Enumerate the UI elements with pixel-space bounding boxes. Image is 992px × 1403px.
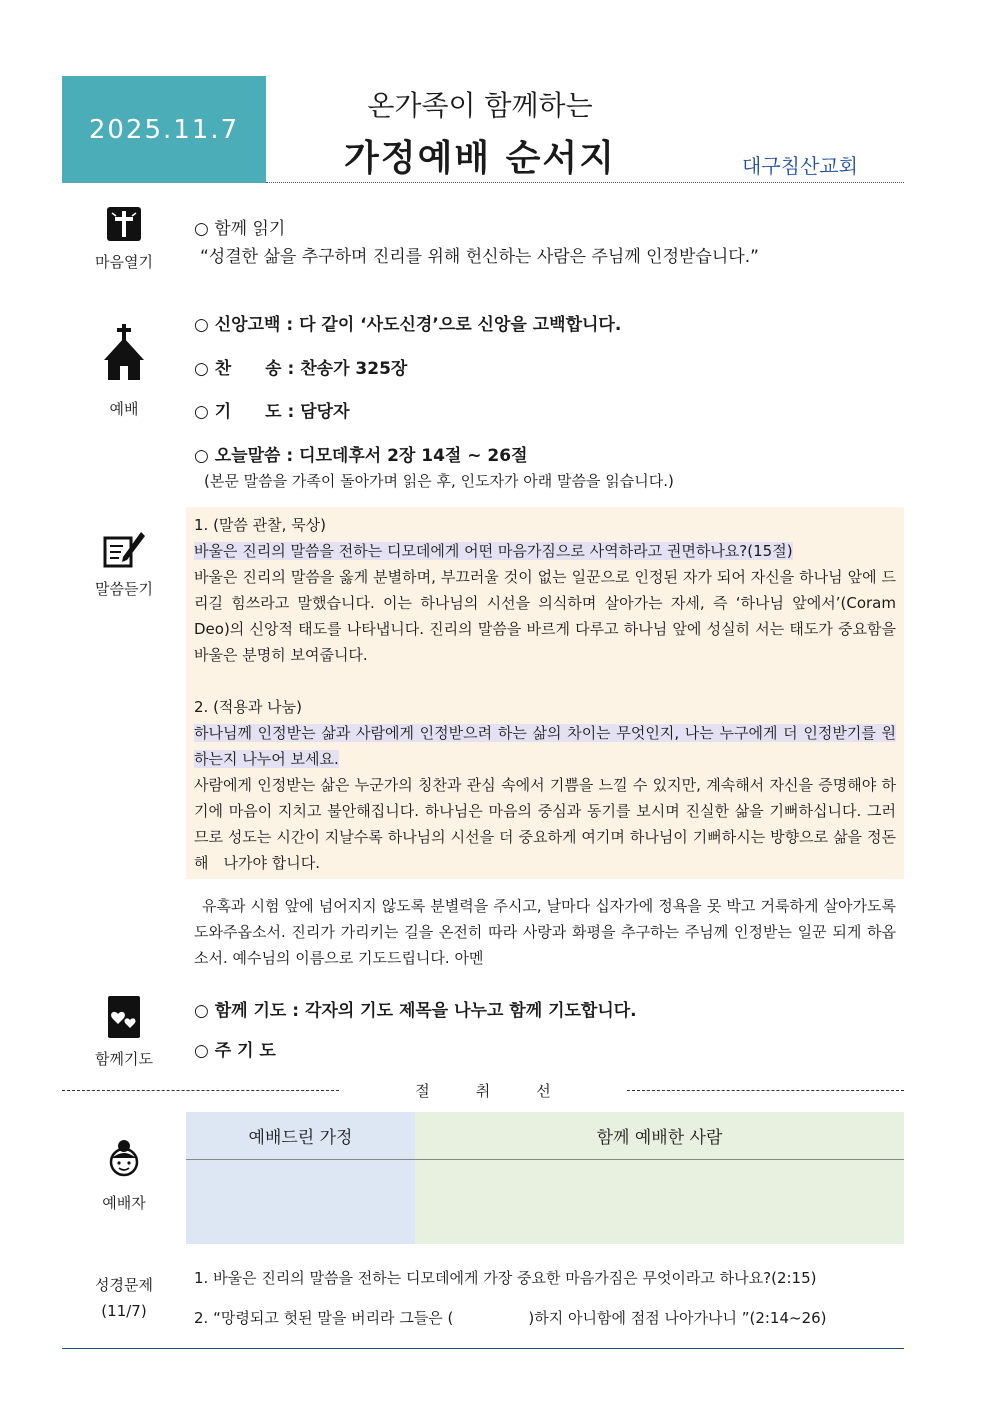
creed-line bbox=[194, 310, 621, 335]
cut-line bbox=[62, 1080, 904, 1101]
scripture-text: ○ 오늘말씀 : 디모데후서 2장 14절 ~ 26절 bbox=[194, 446, 528, 466]
scripture-line bbox=[194, 441, 528, 466]
quiz-date: (11/7) bbox=[101, 1302, 147, 1320]
family-entry-cell[interactable] bbox=[186, 1160, 415, 1244]
closing-prayer: 유혹과 시험 앞에 넘어지지 않도록 분별력을 주시고, 날마다 십자가에 정욕을 못 박고 거룩하게 살아가도록 도와주옵소서. 진리가 가리키는 길을 온전히 따라 사랑과 화평을 추구하는 주님께 인정받는 일꾼 되게 하옵소서. 예수님의 이름으로 기도드립니다. 아멘 bbox=[194, 897, 896, 967]
opening-item: ○ 함께 읽기 bbox=[194, 219, 286, 239]
attendee-label: 예배자 bbox=[102, 1194, 146, 1212]
section2-body: 사람에게 인정받는 삶은 누군가의 칭찬과 관심 속에서 기쁨을 느낄 수 있지만, 계속해서 자신을 증명해야 하기에 마음이 지치고 불안해집니다. 하나님은 마음의 중심과 동기를 보시며 진실한 삶을 기뻐하십니다. 그러므로 성도는 시간이 지날수록 하나님의 시선을 더 중요하게 여기며 하나님이 기뻐하시는 방향으로 삶을 정돈해 나가야 합니다. bbox=[194, 776, 896, 872]
sermon-side bbox=[80, 530, 168, 599]
together-prayer-line bbox=[194, 996, 637, 1021]
people-entry-cell[interactable] bbox=[415, 1160, 904, 1244]
hymn-line bbox=[194, 354, 407, 379]
church-icon bbox=[102, 322, 146, 384]
header-divider bbox=[266, 182, 904, 183]
quiz-question-1: 1. 바울은 진리의 말씀을 전하는 디모데에게 가장 중요한 마음가짐은 무엇이라고 하나요?(2:15) bbox=[194, 1269, 817, 1287]
page-subtitle: 온가족이 함께하는 bbox=[367, 89, 593, 122]
people-column-header: 함께 예배한 사람 bbox=[415, 1112, 904, 1159]
cut-dash-left bbox=[62, 1090, 339, 1091]
reading-note: (본문 말씀을 가족이 돌아가며 읽은 후, 인도자가 아래 말씀을 읽습니다.) bbox=[204, 472, 674, 490]
cross-book-icon bbox=[105, 205, 143, 243]
section1-body: 바울은 진리의 말씀을 옳게 분별하며, 부끄러울 것이 없는 일꾼으로 인정된 자가 되어 자신을 하나님 앞에 드리길 힘쓰라고 말했습니다. 이는 하나님의 시선을 의식하며 살아가는 자세, 즉 ‘하나님 앞에서’(Coram Deo)의 신앙적 태도를 나타냅니다. 진리의 말씀을 바르게 다루고 하나님 앞에 성실히 서는 태도가 중요함을 바울은 분명히 보여줍니다. bbox=[194, 568, 896, 664]
opening-side bbox=[80, 205, 168, 272]
hymn-text: ○ 찬 송 : 찬송가 325장 bbox=[194, 359, 408, 379]
lords-prayer-line bbox=[194, 1036, 276, 1061]
cut-dash-right bbox=[627, 1090, 904, 1091]
together-prayer-label: 함께기도 bbox=[95, 1050, 153, 1068]
quiz-side bbox=[80, 1272, 168, 1324]
hearts-card-icon bbox=[106, 994, 142, 1040]
family-column-header: 예배드린 가정 bbox=[186, 1112, 415, 1159]
section2-title: 2. (적용과 나눔) bbox=[194, 698, 303, 716]
quiz-question-2: 2. “망령되고 헛된 말을 버리라 그들은 ( )하지 아니함에 점점 나아가나니 ”(2:14~26) bbox=[194, 1309, 827, 1327]
cut-line-label: 절취선 bbox=[415, 1082, 597, 1100]
writing-icon bbox=[101, 530, 147, 570]
quiz-label: 성경문제 bbox=[95, 1276, 153, 1294]
lords-prayer-text: ○ 주 기 도 bbox=[194, 1041, 276, 1061]
footer-divider bbox=[62, 1348, 904, 1349]
together-prayer-text: ○ 함께 기도 : 각자의 기도 제목을 나누고 함께 기도합니다. bbox=[194, 1001, 637, 1021]
worship-side bbox=[80, 322, 168, 419]
section1-title: 1. (말씀 관찰, 묵상) bbox=[194, 516, 327, 534]
opening-label: 마음열기 bbox=[95, 253, 153, 271]
section2-question: 하나님께 인정받는 삶과 사람에게 인정받으려 하는 삶의 차이는 무엇인지, 나는 누구에게 더 인정받기를 원하는지 나누어 보세요. bbox=[194, 724, 896, 768]
page-title: 가정예배 순서지 bbox=[344, 138, 616, 179]
date-box bbox=[62, 76, 266, 183]
attendance-table bbox=[186, 1112, 904, 1244]
person-icon bbox=[107, 1138, 141, 1178]
prayer-assign-text: ○ 기 도 : 담당자 bbox=[194, 402, 350, 422]
together-prayer-side bbox=[80, 994, 168, 1069]
opening-quote: “성결한 삶을 추구하며 진리를 위해 헌신하는 사람은 주님께 인정받습니다.” bbox=[200, 247, 759, 267]
worship-date: 2025.11.7 bbox=[88, 114, 240, 145]
creed-text: ○ 신앙고백 : 다 같이 ‘사도신경’으로 신앙을 고백합니다. bbox=[194, 315, 622, 335]
attendee-side bbox=[80, 1138, 168, 1213]
worship-label: 예배 bbox=[109, 400, 139, 418]
sermon-label: 말씀듣기 bbox=[95, 580, 153, 598]
sermon-box bbox=[186, 507, 904, 879]
section1-question: 바울은 진리의 말씀을 전하는 디모데에게 어떤 마음가짐으로 사역하라고 권면하나요?(15절) bbox=[194, 542, 793, 560]
prayer-line bbox=[194, 397, 350, 422]
church-name: 대구침산교회 bbox=[742, 154, 858, 178]
